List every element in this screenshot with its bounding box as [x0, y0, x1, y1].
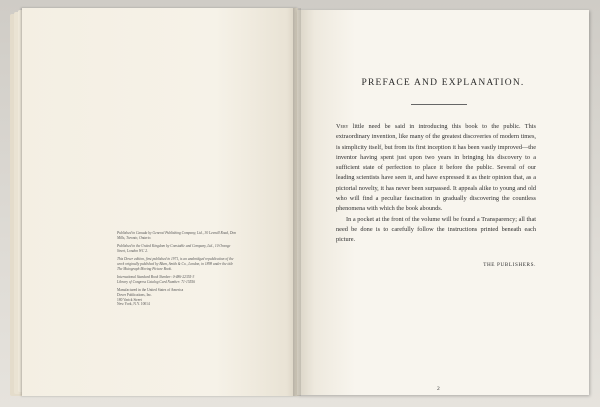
colophon: [117, 231, 237, 311]
left-page: [22, 8, 298, 396]
paragraph: [336, 122, 536, 215]
signature: THE PUBLISHERS.: [483, 262, 536, 268]
colophon-line: This Dover edition, first published in 1971, is an unabridged republication of the work originally published by Blum, Smith & Co., London, in 1898 under the title The Mutograph Moving Picture Book.: [117, 257, 234, 271]
paragraph-text: little need be said in introducing this book to the public. This extraordinary invention, like many of the greatest discoveries of modern times, is simplicity itself, but from its first inception it has been vastly improved—the inventor having spent just upon two years in bringing his discovery to a sufficient state of perfection to place it before the public. Several of our leading scientists have seen it, and have expressed it as their opinion that, as a pictorial novelty, it has never been surpassed. It appeals alike to young and old who will find a peculiar fascination in gradually discovering the countless phenomena with which the book abounds.: [336, 123, 536, 213]
colophon-line: Published in Canada by General Publishing Company, Ltd., 30 Lesmill Road, Don Mills, Toronto, Ontario.: [117, 231, 237, 240]
colophon-line: Manufactured in the United States of America Dover Publications, Inc. 180 Varick Street New York, N.Y. 10014: [117, 288, 184, 307]
book-gutter: [293, 8, 301, 396]
page-number: 2: [437, 386, 440, 392]
preface-body: [336, 122, 536, 246]
colophon-line: Published in the United Kingdom by Constable and Company, Ltd., 10 Orange Street, London WC 2.: [117, 244, 231, 253]
paragraph: In a pocket at the front of the volume will be found a Transparency; all that need be done is to carefully follow the instructions printed beneath each picture.: [336, 215, 536, 244]
colophon-line: International Standard Book Number: 0-486-22355-3 Library of Congress Catalog Card Number: 71-15556: [117, 275, 196, 284]
title-rule: [411, 104, 467, 105]
page-title: PREFACE AND EXPLANATION.: [361, 78, 525, 88]
lead-word: Very: [336, 123, 349, 130]
